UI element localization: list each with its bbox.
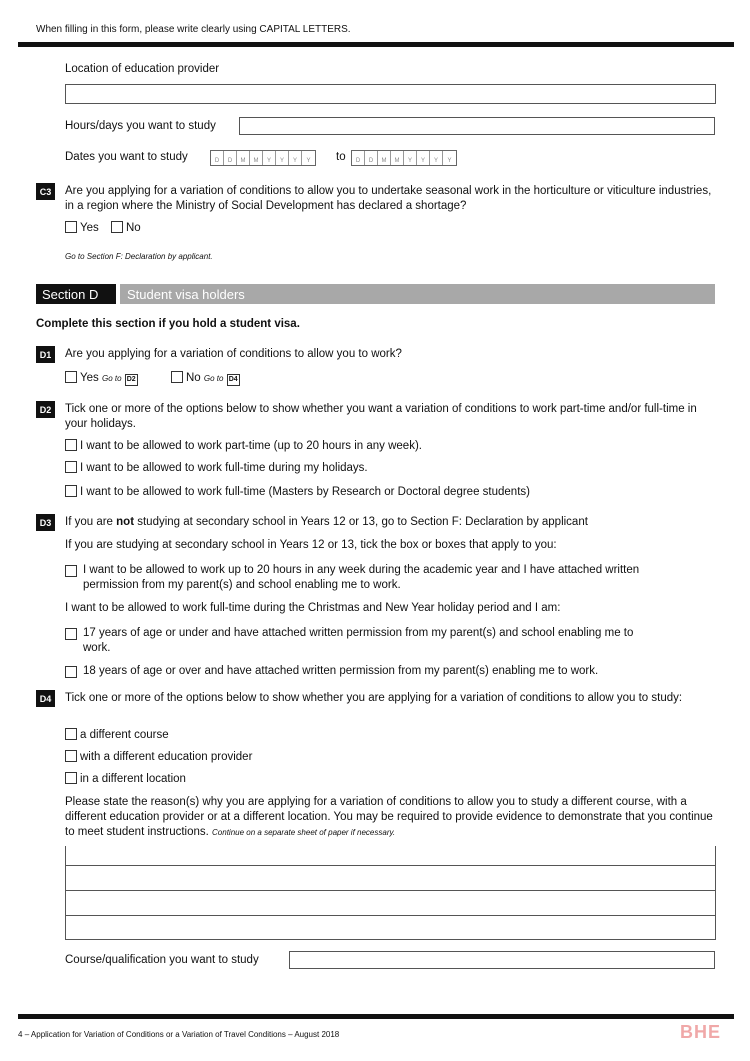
d2-option-part-time[interactable]: I want to be allowed to work part-time (up to 20 hours in any week). (65, 439, 422, 454)
d4-option-location[interactable]: in a different location (65, 772, 186, 787)
question-number-d1: D1 (36, 346, 55, 363)
d1-no-checkbox[interactable] (171, 371, 183, 383)
d4-option-course[interactable]: a different course (65, 728, 169, 743)
d1-yes-checkbox[interactable] (65, 371, 77, 383)
hours-field[interactable] (239, 117, 715, 135)
date-to-label: to (336, 151, 346, 163)
reason-line-2 (66, 890, 715, 891)
c3-no-option[interactable]: No (111, 221, 141, 236)
question-number-c3: C3 (36, 183, 55, 200)
d1-question: Are you applying for a variation of conditions to allow you to work? (65, 348, 402, 360)
d4-checkbox-provider[interactable] (65, 750, 77, 762)
hours-label: Hours/days you want to study (65, 120, 216, 132)
d3-line2: If you are studying at secondary school in Years 12 or 13, tick the box or boxes that apply to you: (65, 539, 557, 551)
d3-opt1-checkbox[interactable] (65, 562, 80, 580)
d4-question: Tick one or more of the options below to show whether you are applying for a variation of conditions to allow you to study: (65, 692, 683, 704)
d3-opt2-box[interactable] (65, 628, 77, 640)
section-d-label: Section D (36, 284, 116, 304)
course-field[interactable] (289, 951, 715, 969)
d2-option-full-time-holidays[interactable]: I want to be allowed to work full-time during my holidays. (65, 461, 368, 476)
location-label: Location of education provider (65, 63, 220, 75)
d2-checkbox-full-time-holidays[interactable] (65, 461, 77, 473)
d2-checkbox-part-time[interactable] (65, 439, 77, 451)
reason-line-3 (66, 915, 715, 916)
c3-no-checkbox[interactable] (111, 221, 123, 233)
section-d-intro: Complete this section if you hold a student visa. (36, 318, 300, 330)
dates-label: Dates you want to study (65, 151, 188, 163)
reason-line-1 (66, 865, 715, 866)
footer-rule (18, 1014, 734, 1019)
c3-yes-checkbox[interactable] (65, 221, 77, 233)
d1-yes-option[interactable]: Yes Go to D2 (65, 371, 138, 386)
d3-opt3-checkbox[interactable] (65, 663, 80, 681)
question-number-d3: D3 (36, 514, 55, 531)
course-label: Course/qualification you want to study (65, 954, 259, 966)
d3-line3: I want to be allowed to work full-time during the Christmas and New Year holiday period and I am: (65, 602, 561, 614)
reason-field[interactable] (65, 846, 716, 940)
d3-opt1-box[interactable] (65, 565, 77, 577)
footer-text: 4 – Application for Variation of Conditions or a Variation of Travel Conditions – August 2018 (18, 1030, 340, 1039)
header-rule (18, 42, 734, 47)
watermark: BHE (680, 1022, 722, 1042)
d2-question: Tick one or more of the options below to show whether you want a variation of conditions to work part-time and/or full-time in your holidays. (65, 403, 697, 430)
d4-reason-text: Please state the reason(s) why you are applying for a variation of conditions to allow you to study a different course, with a different education provider or at a different location. You may be required to provide evidence to demonstrate that you continue to meet student instructions. Continue on a separate sheet of paper if necessary. (65, 796, 713, 838)
d3-opt3-label: 18 years of age or over and have attached written permission from my parent(s) enabling me to work. (83, 665, 599, 677)
d3-opt3-box[interactable] (65, 666, 77, 678)
c3-question: Are you applying for a variation of conditions to allow you to undertake seasonal work in the horticulture or viticulture industries, in a region where the Ministry of Social Development has declared a shortage? (65, 185, 712, 212)
c3-yes-option[interactable]: Yes (65, 221, 99, 236)
header-instruction: When filling in this form, please write clearly using CAPITAL LETTERS. (36, 24, 351, 35)
date-from-field[interactable]: D D M M Y Y Y Y (210, 149, 316, 167)
question-number-d2: D2 (36, 401, 55, 418)
d1-no-option[interactable]: No Go to D4 (171, 371, 240, 386)
d4-checkbox-location[interactable] (65, 772, 77, 784)
section-d-title: Student visa holders (120, 284, 715, 304)
question-number-d4: D4 (36, 690, 55, 707)
location-field[interactable] (65, 84, 716, 104)
d4-checkbox-course[interactable] (65, 728, 77, 740)
d4-option-provider[interactable]: with a different education provider (65, 750, 252, 765)
c3-goto-note: Go to Section F: Declaration by applicant. (65, 252, 213, 261)
d3-opt1-label: I want to be allowed to work up to 20 hours in any week during the academic year and I have attached written permission from my parent(s) and school enabling me to work. (83, 564, 640, 591)
d2-option-full-time-research[interactable]: I want to be allowed to work full-time (Masters by Research or Doctoral degree students) (65, 485, 530, 500)
d3-opt2-label: 17 years of age or under and have attached written permission from my parent(s) and school enabling me to work. (83, 627, 634, 654)
date-to-field[interactable]: D D M M Y Y Y Y (351, 149, 457, 167)
d3-opt2-checkbox[interactable] (65, 625, 80, 643)
d2-checkbox-full-time-research[interactable] (65, 485, 77, 497)
d3-line1: If you are not studying at secondary school in Years 12 or 13, go to Section F: Declaration by applicant (65, 516, 588, 528)
